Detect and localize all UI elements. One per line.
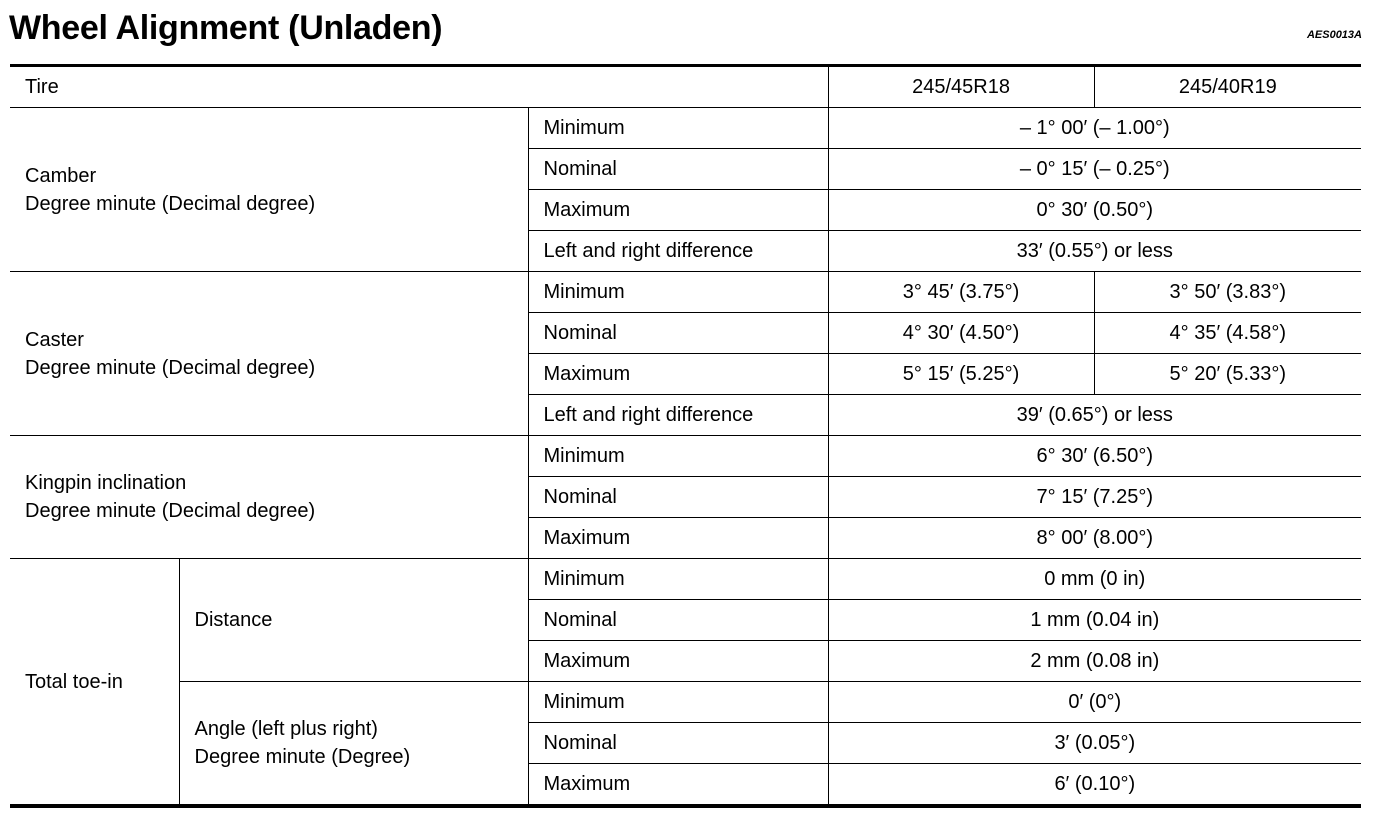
kingpin-group-label (10, 436, 528, 559)
table-row (10, 436, 1361, 477)
kingpin-unit: Degree minute (Decimal degree) (25, 500, 316, 522)
camber-label: Camber (25, 164, 97, 187)
caster-label: Caster (25, 328, 84, 351)
kingpin-label: Kingpin inclination (25, 472, 187, 494)
tire-header-label: Tire (10, 66, 828, 108)
kingpin-row-label: Nominal (528, 477, 828, 518)
camber-value: 33′ (0.55°) or less (828, 231, 1361, 272)
toe-angle-row-label: Nominal (528, 723, 828, 764)
camber-value: 0° 30′ (0.50°) (828, 190, 1361, 231)
caster-value-19: 3° 50′ (3.83°) (1094, 272, 1361, 313)
toe-angle-row-label: Maximum (528, 764, 828, 807)
toe-angle-value: 0′ (0°) (828, 682, 1361, 723)
camber-unit: Degree minute (Decimal degree) (25, 192, 316, 215)
toe-angle-group-label (179, 682, 528, 807)
caster-row-label: Left and right difference (528, 395, 828, 436)
toe-in-label: Total toe-in (10, 559, 179, 807)
kingpin-value: 6° 30′ (6.50°) (828, 436, 1361, 477)
caster-value-19: 4° 35′ (4.58°) (1094, 313, 1361, 354)
caster-value-18: 3° 45′ (3.75°) (828, 272, 1094, 313)
table-header-row (10, 66, 1361, 108)
camber-value: – 0° 15′ (– 0.25°) (828, 149, 1361, 190)
kingpin-row-label: Maximum (528, 518, 828, 559)
camber-group-label (10, 108, 528, 272)
toe-distance-row-label: Minimum (528, 559, 828, 600)
caster-group-label (10, 272, 528, 436)
camber-row-label: Left and right difference (528, 231, 828, 272)
camber-row-label: Maximum (528, 190, 828, 231)
toe-distance-label: Distance (179, 559, 528, 682)
caster-value: 39′ (0.65°) or less (828, 395, 1361, 436)
caster-value-18: 5° 15′ (5.25°) (828, 354, 1094, 395)
toe-distance-value: 1 mm (0.04 in) (828, 600, 1361, 641)
caster-value-19: 5° 20′ (5.33°) (1094, 354, 1361, 395)
kingpin-value: 8° 00′ (8.00°) (828, 518, 1361, 559)
toe-angle-value: 3′ (0.05°) (828, 723, 1361, 764)
document-code: AES0013A (1306, 29, 1362, 41)
caster-row-label: Nominal (528, 313, 828, 354)
toe-angle-value: 6′ (0.10°) (828, 764, 1361, 807)
caster-unit: Degree minute (Decimal degree) (25, 356, 316, 379)
toe-angle-unit: Degree minute (Degree) (194, 746, 411, 768)
camber-value: – 1° 00′ (– 1.00°) (828, 108, 1361, 149)
camber-row-label: Minimum (528, 108, 828, 149)
toe-angle-row-label: Minimum (528, 682, 828, 723)
toe-distance-value: 0 mm (0 in) (828, 559, 1361, 600)
table-row (10, 108, 1361, 149)
caster-row-label: Maximum (528, 354, 828, 395)
table-row (10, 272, 1361, 313)
toe-distance-row-label: Maximum (528, 641, 828, 682)
toe-distance-value: 2 mm (0.08 in) (828, 641, 1361, 682)
tire-size-19: 245/40R19 (1094, 66, 1361, 108)
page-title: Wheel Alignment (Unladen) (9, 9, 443, 47)
table-row (10, 682, 1361, 723)
toe-angle-label: Angle (left plus right) (194, 718, 378, 740)
kingpin-value: 7° 15′ (7.25°) (828, 477, 1361, 518)
caster-value-18: 4° 30′ (4.50°) (828, 313, 1094, 354)
wheel-alignment-table (10, 64, 1361, 808)
toe-distance-row-label: Nominal (528, 600, 828, 641)
table-row (10, 559, 1361, 600)
caster-row-label: Minimum (528, 272, 828, 313)
tire-size-18: 245/45R18 (828, 66, 1094, 108)
kingpin-row-label: Minimum (528, 436, 828, 477)
camber-row-label: Nominal (528, 149, 828, 190)
